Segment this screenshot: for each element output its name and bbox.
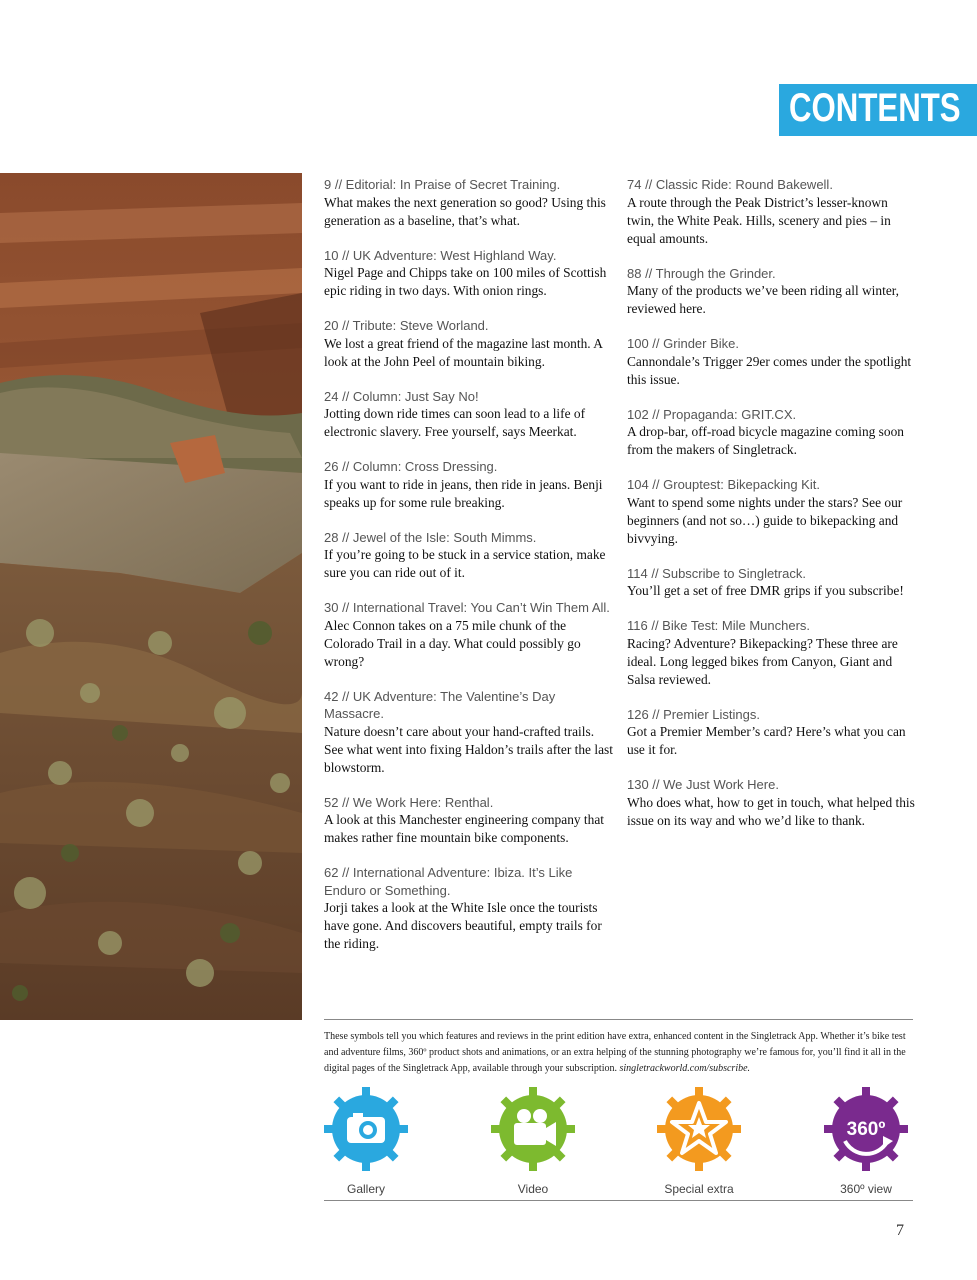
symbol-label: Special extra bbox=[664, 1182, 734, 1196]
entry-description: Many of the products we’ve been riding all winter, reviewed here. bbox=[627, 283, 900, 316]
entry-heading: 26 // Column: Cross Dressing. bbox=[324, 459, 498, 474]
video-camera-icon bbox=[490, 1086, 576, 1172]
entry-description: Cannondale’s Trigger 29er comes under the spotlight this issue. bbox=[627, 353, 912, 387]
contents-entry[interactable] bbox=[627, 565, 917, 601]
entry-heading: 88 // Through the Grinder. bbox=[627, 265, 776, 281]
entry-description: If you want to ride in jeans, then ride in jeans. Benji speaks up for some rule breaking. bbox=[324, 476, 603, 510]
note-text: These symbols tell you which features and reviews in the print edition have extra, enhanced content in the Singletrack App. Whether it’s bike test and adventure films, 360º product shots and animations, or an extra helping of the stunning photography we’re famous for, you’ll find it all in the digital pages of the Singletrack App, available through your subscription. bbox=[324, 1031, 906, 1074]
entry-description: If you’re going to be stuck in a service station, make sure you can ride out of it. bbox=[324, 547, 606, 580]
entry-description: Jotting down ride times can soon lead to a life of electronic slavery. Free yourself, says Meerkat. bbox=[324, 406, 586, 439]
divider-top bbox=[324, 1019, 913, 1020]
entry-heading: 74 // Classic Ride: Round Bakewell. bbox=[627, 177, 833, 192]
entry-heading: 9 // Editorial: In Praise of Secret Training. bbox=[324, 177, 561, 192]
contents-entry[interactable] bbox=[627, 406, 917, 460]
entry-description: Alec Connon takes on a 75 mile chunk of the Colorado Trail in a day. What could possibly go wrong? bbox=[324, 617, 581, 669]
contents-entry[interactable] bbox=[324, 458, 614, 512]
entry-description: You’ll get a set of free DMR grips if you subscribe! bbox=[627, 583, 904, 598]
star-icon bbox=[656, 1086, 742, 1172]
contents-entry[interactable] bbox=[324, 176, 614, 230]
entry-heading: 102 // Propaganda: GRIT.CX. bbox=[627, 406, 797, 422]
contents-entry[interactable] bbox=[324, 688, 614, 777]
entry-description: What makes the next generation so good? Using this generation as a baseline, that’s what. bbox=[324, 194, 606, 228]
contents-entry[interactable] bbox=[627, 776, 917, 830]
page-title: CONTENTS bbox=[789, 86, 961, 130]
contents-entry[interactable] bbox=[324, 247, 614, 301]
symbol-label: 360º view bbox=[840, 1182, 892, 1196]
entry-description: A look at this Manchester engineering company that makes rather fine mountain bike components. bbox=[324, 812, 605, 845]
entry-description: A drop-bar, off-road bicycle magazine coming soon from the makers of Singletrack. bbox=[627, 424, 904, 457]
entry-description: Got a Premier Member’s card? Here’s what you can use it for. bbox=[627, 724, 906, 757]
contents-entry[interactable] bbox=[627, 476, 917, 548]
subscribe-link[interactable]: singletrackworld.com/subscribe. bbox=[619, 1063, 751, 1074]
contents-entry[interactable] bbox=[627, 617, 917, 689]
symbol-label: Gallery bbox=[346, 1182, 385, 1196]
contents-right-column bbox=[627, 176, 917, 847]
entry-heading: 62 // International Adventure: Ibiza. It’s Like Enduro or Something. bbox=[324, 865, 573, 898]
360-icon bbox=[823, 1086, 909, 1172]
entry-heading: 30 // International Travel: You Can’t Win Them All. bbox=[324, 600, 610, 615]
contents-entry[interactable] bbox=[324, 388, 614, 442]
app-symbols-note bbox=[324, 1029, 914, 1077]
page-number: 7 bbox=[896, 1222, 904, 1239]
contents-entry[interactable] bbox=[627, 335, 917, 389]
entry-description: We lost a great friend of the magazine last month. A look at the John Peel of mountain biking. bbox=[324, 335, 603, 369]
entry-heading: 20 // Tribute: Steve Worland. bbox=[324, 318, 489, 333]
entry-heading: 104 // Grouptest: Bikepacking Kit. bbox=[627, 477, 820, 492]
contents-entry[interactable] bbox=[324, 317, 614, 371]
contents-entry[interactable] bbox=[324, 599, 614, 671]
contents-entry[interactable] bbox=[627, 706, 917, 760]
divider-bottom bbox=[324, 1200, 913, 1201]
entry-heading: 114 // Subscribe to Singletrack. bbox=[627, 565, 806, 581]
entry-heading: 10 // UK Adventure: West Highland Way. bbox=[324, 247, 557, 263]
contents-entry[interactable] bbox=[324, 794, 614, 848]
symbol-video bbox=[473, 1086, 593, 1196]
contents-entry[interactable] bbox=[324, 864, 614, 953]
contents-left-column bbox=[324, 176, 614, 970]
entry-heading: 130 // We Just Work Here. bbox=[627, 777, 779, 792]
entry-heading: 28 // Jewel of the Isle: South Mimms. bbox=[324, 529, 537, 545]
symbol-special-extra bbox=[639, 1086, 759, 1196]
contents-title-tab bbox=[779, 84, 977, 136]
entry-heading: 126 // Premier Listings. bbox=[627, 706, 760, 722]
symbol-360-view bbox=[806, 1086, 926, 1196]
entry-description: Jorji takes a look at the White Isle once the tourists have gone. And discovers beautiful, empty trails for the riding. bbox=[324, 900, 602, 951]
entry-heading: 116 // Bike Test: Mile Munchers. bbox=[627, 618, 811, 633]
contents-entry[interactable] bbox=[627, 265, 917, 319]
entry-description: Nigel Page and Chipps take on 100 miles of Scottish epic riding in two days. With onion rings. bbox=[324, 265, 607, 298]
symbol-gallery bbox=[306, 1086, 426, 1196]
camera-icon bbox=[323, 1086, 409, 1172]
contents-entry[interactable] bbox=[324, 529, 614, 583]
entry-description: Who does what, how to get in touch, what helped this issue on its way and who we’d like to thank. bbox=[627, 794, 915, 828]
entry-description: Racing? Adventure? Bikepacking? These three are ideal. Long legged bikes from Canyon, Giant and Salsa reviewed. bbox=[627, 635, 898, 687]
entry-heading: 24 // Column: Just Say No! bbox=[324, 388, 479, 404]
entry-heading: 52 // We Work Here: Renthal. bbox=[324, 794, 494, 810]
canyon-river-photo bbox=[0, 173, 302, 1020]
360-glyph: 360º bbox=[846, 1119, 886, 1140]
entry-description: A route through the Peak District’s lesser-known twin, the White Peak. Hills, scenery and pies – in equal amounts. bbox=[627, 194, 891, 246]
symbol-label: Video bbox=[517, 1182, 549, 1196]
entry-description: Want to spend some nights under the stars? See our beginners (and not so…) guide to bikepacking and bivvying. bbox=[627, 494, 903, 546]
contents-entry[interactable] bbox=[627, 176, 917, 248]
entry-description: Nature doesn’t care about your hand-crafted trails. See what went into fixing Haldon’s trails after the last blowstorm. bbox=[324, 723, 613, 775]
entry-heading: 100 // Grinder Bike. bbox=[627, 336, 739, 351]
entry-heading: 42 // UK Adventure: The Valentine’s Day Massacre. bbox=[324, 688, 556, 721]
